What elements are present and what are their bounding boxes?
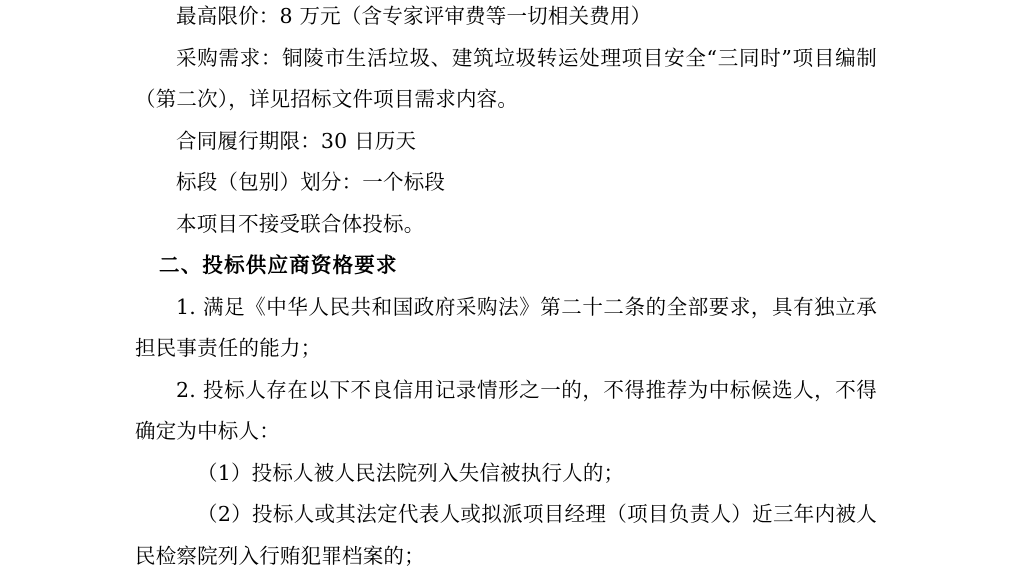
paragraph-no-consortium: 本项目不接受联合体投标。 xyxy=(176,211,425,236)
paragraph-requirement-2-item-2: （2）投标人或其法定代表人或拟派项目经理（项目负责人）近三年内被人民检察院列入行贿犯罪档案的； xyxy=(135,502,877,568)
paragraph-requirement-1: 1. 满足《中华人民共和国政府采购法》第二十二条的全部要求，具有独立承担民事责任的能力； xyxy=(135,294,877,360)
paragraph-max-price: 最高限价：8 万元（含专家评审费等一切相关费用） xyxy=(176,4,652,28)
heading-section-two: 二、投标供应商资格要求 xyxy=(159,253,398,277)
paragraph-procurement-demand: 采购需求：铜陵市生活垃圾、建筑垃圾转运处理项目安全“三同时”项目编制（第二次），详见招标文件项目需求内容。 xyxy=(135,45,877,111)
document-body xyxy=(135,0,877,577)
paragraph-contract-period: 合同履行期限：30 日历天 xyxy=(176,128,417,153)
paragraph-requirement-2: 2. 投标人存在以下不良信用记录情形之一的，不得推荐为中标候选人，不得确定为中标人： xyxy=(135,377,877,443)
paragraph-requirement-2-item-1: （1）投标人被人民法院列入失信被执行人的； xyxy=(197,460,625,485)
paragraph-lot-division: 标段（包别）划分：一个标段 xyxy=(176,170,446,194)
